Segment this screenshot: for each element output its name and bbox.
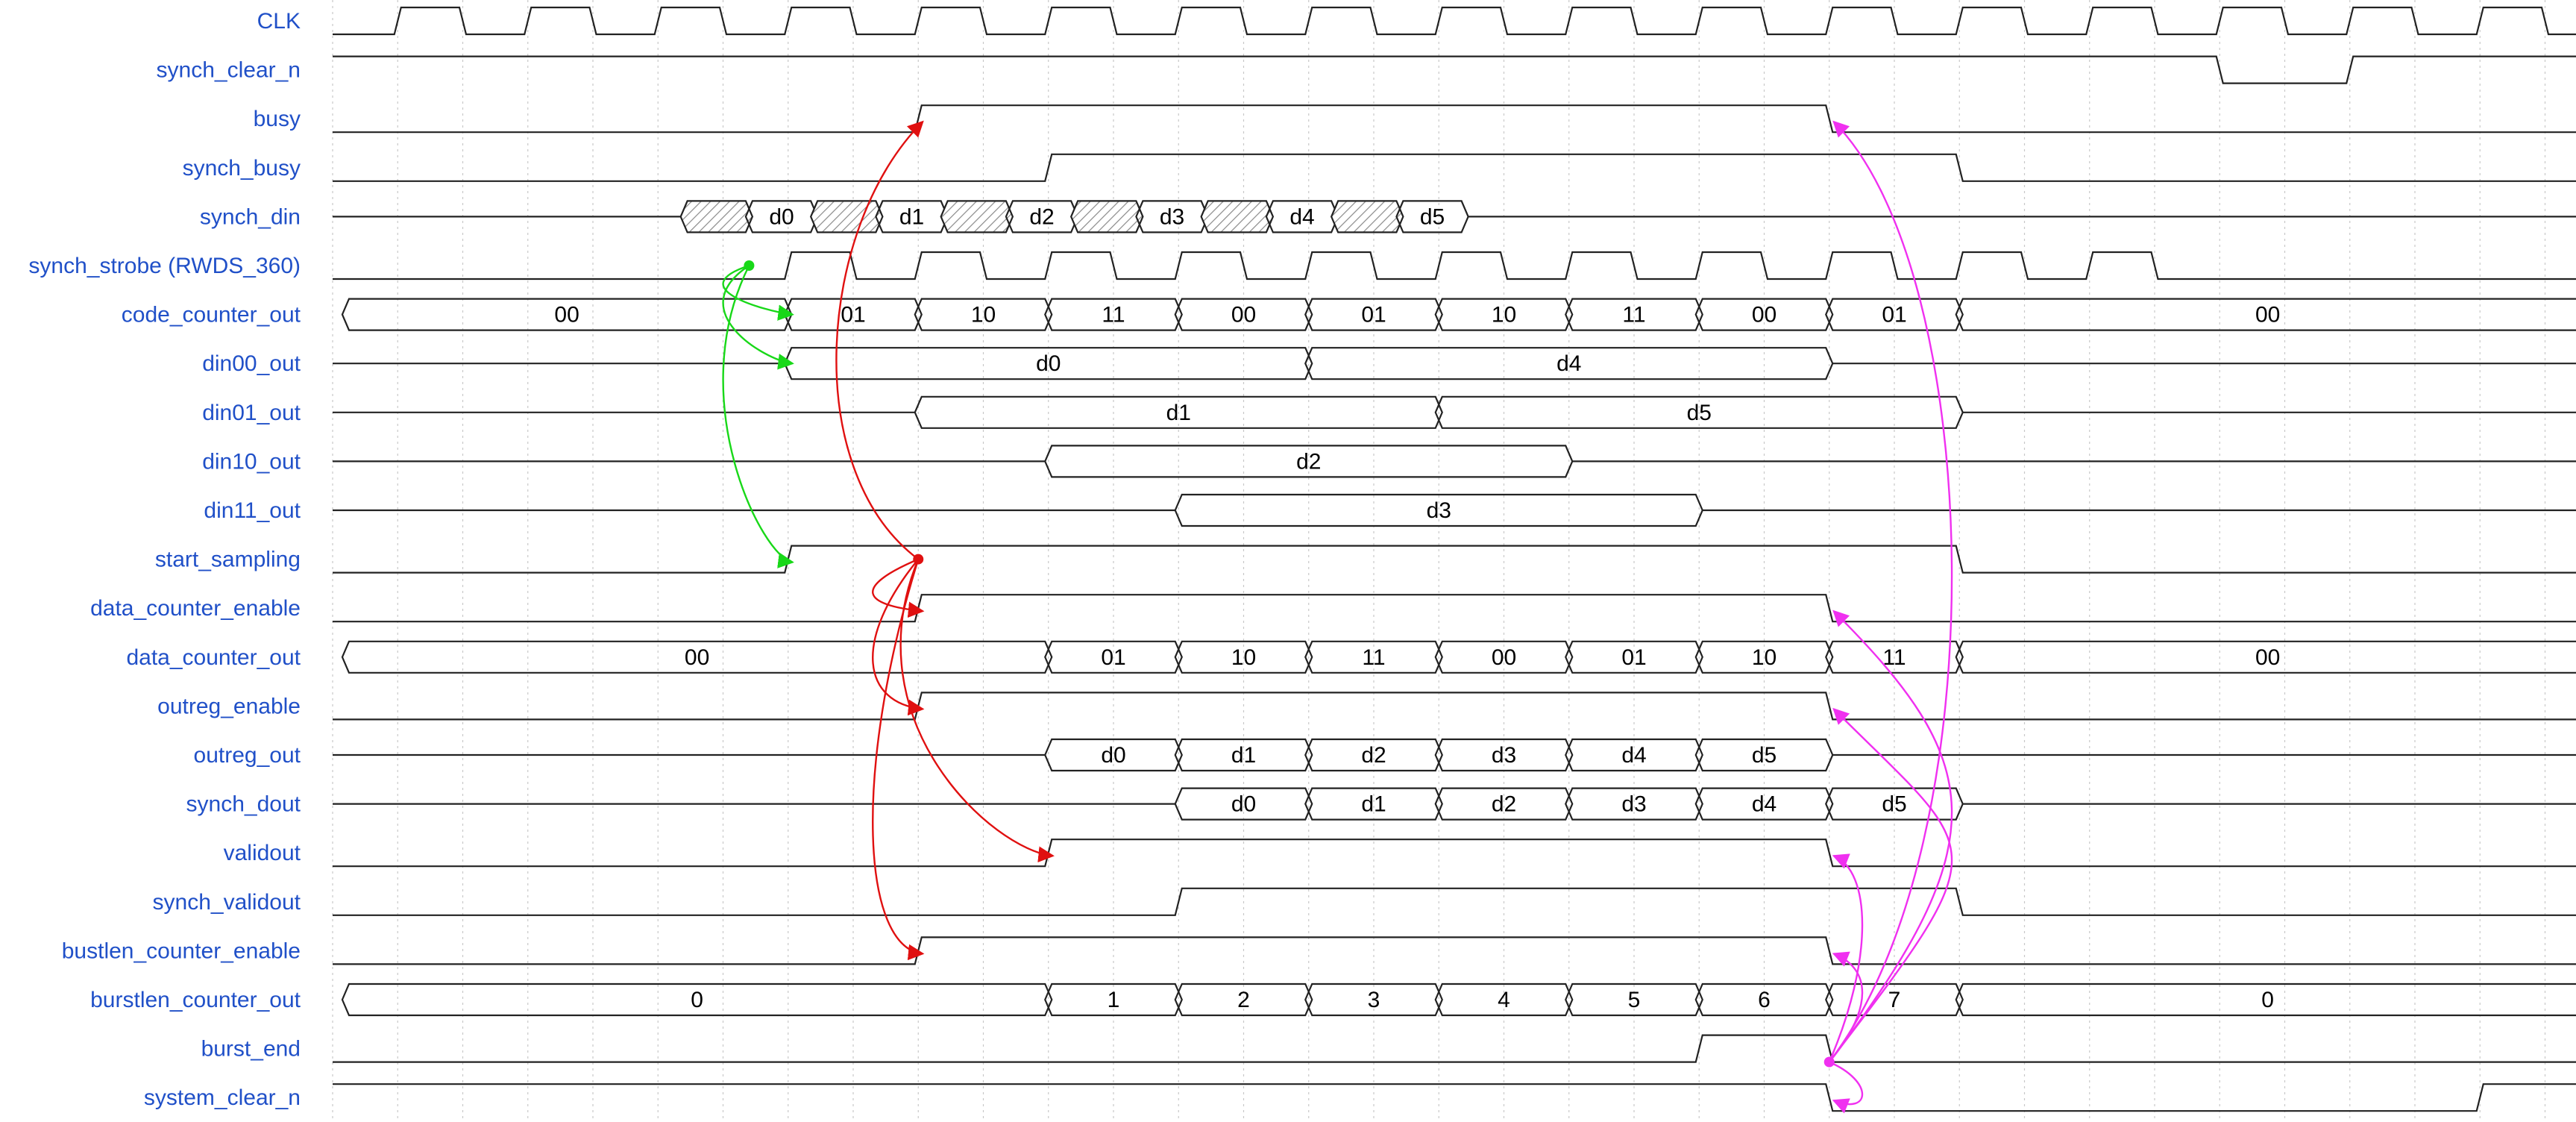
waveform-synch-busy [333, 154, 2576, 181]
waveform-data-counter-out [342, 642, 2576, 673]
waveform-validout [333, 839, 2576, 866]
bus-value: d1 [1231, 743, 1257, 768]
bus-value: 7 [1888, 988, 1901, 1012]
bus-value: d2 [1296, 449, 1322, 474]
bit-wave [333, 692, 2576, 719]
waveform-data-counter-enable [333, 595, 2576, 621]
bus-value: 00 [1231, 302, 1257, 327]
bus-value: d0 [1036, 351, 1061, 377]
signal-label: start_sampling [154, 547, 301, 572]
waveform-start-sampling [333, 546, 2576, 573]
waveform-system-clear-n [333, 1084, 2576, 1111]
bus-value: d5 [1419, 204, 1445, 230]
bus-value: 11 [1362, 645, 1386, 670]
waveform-synch-validout [333, 888, 2576, 915]
bus-value: d3 [1491, 743, 1517, 768]
bus-value: 1 [1107, 988, 1120, 1012]
bus-value: d5 [1751, 743, 1777, 768]
signal-label: data_counter_out [126, 645, 301, 670]
bus-value: 00 [1751, 302, 1777, 327]
bus-value: 00 [554, 302, 579, 327]
bus-value: 10 [1231, 645, 1257, 670]
clock-wave [333, 7, 2576, 34]
bus-value: d2 [1491, 792, 1517, 817]
signal-label: CLK [257, 9, 301, 34]
signal-label: synch_busy [182, 155, 301, 181]
bus-hatch [941, 201, 1013, 232]
signal-label: synch_din [199, 204, 301, 230]
waveform-outreg-out [333, 739, 2576, 771]
bus-value: d3 [1159, 204, 1185, 230]
signal-label: validout [223, 841, 301, 866]
bit-wave [333, 546, 2576, 573]
signal-label: outreg_enable [157, 694, 301, 719]
bus-value: d1 [1361, 792, 1386, 817]
bus-hatch [1331, 201, 1403, 232]
magenta-dependency-arrow [1829, 122, 1952, 1062]
signal-labels [28, 9, 301, 1110]
signal-label: din00_out [202, 351, 301, 377]
grid [333, 0, 2545, 1122]
bus-value: d5 [1882, 792, 1907, 817]
bus-value: 00 [2255, 302, 2281, 327]
bit-wave [333, 1035, 2576, 1062]
signal-label: synch_validout [152, 889, 301, 915]
bus-value: 5 [1627, 988, 1641, 1012]
bus-value: 11 [1622, 302, 1646, 327]
bus-value: 11 [1882, 645, 1906, 670]
waveform-burst-end [333, 1035, 2576, 1062]
bus-value: 01 [1361, 302, 1386, 327]
signal-label: din10_out [202, 449, 301, 474]
green-dependency-arrow [723, 266, 793, 562]
waveform-synch-strobe-rwds-360- [333, 252, 2576, 279]
bus-value: 0 [2261, 988, 2274, 1012]
waveform-din11-out [333, 495, 2576, 526]
waveform-synch-din [333, 201, 2576, 232]
bus-value: 11 [1102, 302, 1125, 327]
bus-value: 2 [1237, 988, 1250, 1012]
signal-label: synch_strobe (RWDS_360) [28, 254, 301, 278]
waveform-din01-out [333, 397, 2576, 428]
magenta-dependency-arrow [1829, 1062, 1862, 1105]
bus-value: d0 [1101, 743, 1126, 768]
bus-hatch [1201, 201, 1273, 232]
bus-value: 00 [2255, 645, 2281, 670]
bus-value: d0 [1231, 792, 1257, 817]
signal-label: bustlen_counter_enable [61, 938, 301, 964]
bus-hatch [681, 201, 753, 232]
waveform-bustlen-counter-enable [333, 937, 2576, 964]
bus-value: 0 [691, 988, 703, 1012]
bit-wave [333, 1084, 2576, 1111]
bus-value: d0 [769, 204, 794, 230]
bus-value: 10 [1751, 645, 1777, 670]
signal-label: outreg_out [193, 743, 301, 768]
bus-value: d3 [1621, 792, 1647, 817]
bus-value: 01 [1621, 645, 1647, 670]
waveforms [333, 7, 2576, 1111]
waveform-clk [333, 7, 2576, 34]
bus-value: d1 [1166, 400, 1191, 425]
waveform-din10-out [333, 445, 2576, 477]
bus-value: 6 [1758, 988, 1771, 1012]
bus-value: 10 [1491, 302, 1517, 327]
signal-label: synch_clear_n [156, 57, 301, 83]
red-dependency-arrow [901, 560, 1053, 856]
bus-value: 01 [1101, 645, 1126, 670]
bus-value: d4 [1289, 204, 1315, 230]
signal-label: burstlen_counter_out [90, 988, 301, 1012]
waveform-burstlen-counter-out [342, 984, 2576, 1015]
bus-value: 00 [1491, 645, 1517, 670]
signal-label: system_clear_n [143, 1085, 301, 1111]
waveform-synch-clear-n [333, 57, 2576, 84]
bus-value: d1 [899, 204, 925, 230]
bus-value: d4 [1621, 743, 1647, 768]
bit-wave [333, 839, 2576, 866]
bit-wave [333, 595, 2576, 621]
bus-hatch [1071, 201, 1143, 232]
signal-label: din11_out [204, 498, 301, 523]
bus-value: 00 [684, 645, 710, 670]
bus-value: 3 [1367, 988, 1380, 1012]
waveform-busy [333, 105, 2576, 132]
strobe-wave [333, 252, 2576, 279]
waveform-synch-dout [333, 789, 2576, 820]
bit-wave [333, 105, 2576, 132]
signal-label: synch_dout [186, 792, 301, 817]
signal-label: din01_out [202, 400, 301, 425]
magenta-dependency-arrow [1829, 856, 1862, 1062]
waveform-outreg-enable [333, 692, 2576, 719]
green-dependency-arrow [723, 266, 793, 363]
signal-label: busy [253, 107, 301, 132]
bus-value: 10 [970, 302, 996, 327]
bit-wave [333, 154, 2576, 181]
signal-label: data_counter_enable [90, 596, 301, 621]
red-dependency-arrow [836, 122, 923, 559]
waveform-din00-out [333, 348, 2576, 379]
bus-value: d4 [1556, 351, 1582, 377]
bus-value: d2 [1361, 743, 1386, 768]
bit-wave [333, 57, 2576, 84]
signal-label: code_counter_out [121, 302, 301, 327]
bus-value: d2 [1029, 204, 1055, 230]
bus-value: d5 [1686, 400, 1712, 425]
waveform-code-counter-out [342, 299, 2576, 330]
bus-hatch [811, 201, 882, 232]
bit-wave [333, 937, 2576, 964]
bus-value: 4 [1498, 988, 1510, 1012]
bus-value: 01 [1882, 302, 1907, 327]
bus-value: 01 [841, 302, 866, 327]
signal-label: burst_end [201, 1036, 301, 1062]
dependency-arrows [723, 122, 1952, 1104]
bus-value: d3 [1426, 498, 1451, 523]
bit-wave [333, 888, 2576, 915]
bus-value: d4 [1751, 792, 1777, 817]
